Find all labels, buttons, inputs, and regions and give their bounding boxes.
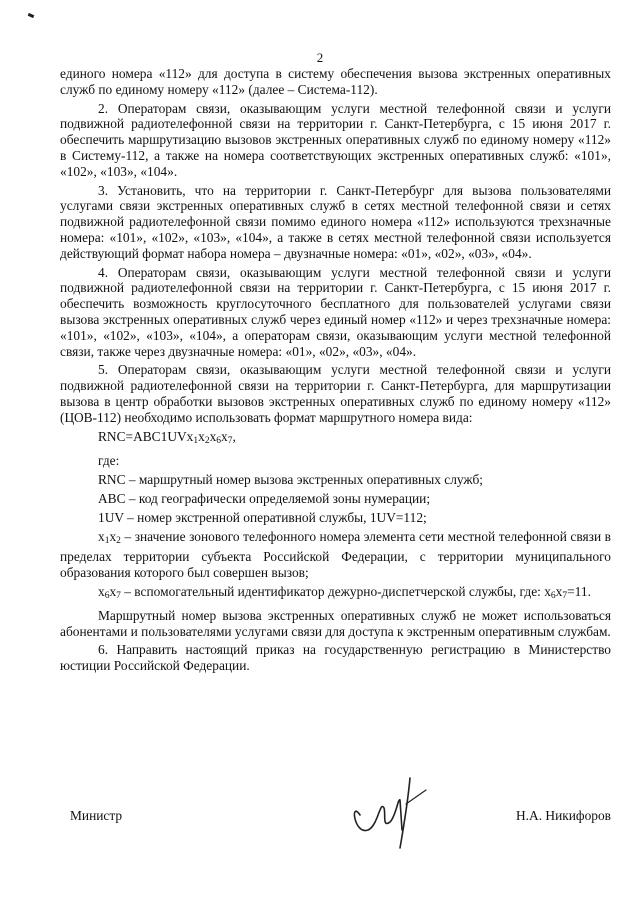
definition-x6x7: $x_6x_7$ – вспомогательный идентификатор дежурно-диспетчерской службы, где: $x_6x_7=11$. (98, 583, 591, 601)
paragraph-5: 5. Операторам связи, оказывающим услуги местной телефонной связи и услуги подвижной радиотелефонной связи на территории г. Санкт-Петербурга, для маршрутизации вызова в центр обработки вызовов экстренных оперативных служб по единому номеру «112» (ЦОВ-112) необходимо использовать формат маршрутного номера вида: (60, 362, 611, 425)
paragraph-routing-restriction: Маршрутный номер вызова экстренных оперативных служб не может использоваться абонентами и пользователями услугами связи для доступа к экстренным оперативным службам. (60, 607, 611, 639)
where-label: где: (98, 453, 120, 469)
definition-x1x2: $x_1x_2$ – значение зонового телефонного номера элемента сети местной телефонной связи в пределах территории субъекта Российской Федерации, с территории муниципального образования которого был совершен вызов; (60, 528, 611, 581)
page-number: 2 (316, 50, 324, 65)
routing-number-formula: $RNC=ABC1UVx_1x_2x_6x_7$, (98, 428, 236, 446)
paragraph-continuation: единого номера «112» для доступа в систему обеспечения вызова экстренных оперативных служб по единому номеру «112» (далее – Система-112). (60, 66, 611, 97)
paragraph-4: 4. Операторам связи, оказывающим услуги местной телефонной связи и услуги подвижной радиотелефонной связи на территории г. Санкт-Петербурга, с 15 июня 2017 г. обеспечить возможность круглосуточного бесплатного для пользователей услугами связи вызова экстренных оперативных служб через единый номер «112» и через трехзначные номера: «101», «102», «103», «104», а операторам связи, оказывающим услуги местной телефонной связи, также через двузначные номера: «01», «02», «03», «04». (60, 264, 611, 359)
formula-prefix: RNC=ABC1UVx (98, 428, 194, 444)
signatory-name: Н.А. Никифоров (516, 808, 611, 823)
definition-1uv: 1UV – номер экстренной оперативной службы, 1UV=112; (98, 509, 427, 525)
handwritten-signature (340, 770, 450, 850)
document-body (60, 66, 611, 677)
definition-x1x2-text: – значение зонового телефонного номера элемента сети местной телефонной связи в пределах территории субъекта Российской Федерации, с территории муниципального образования которого был совершен вызов; (60, 528, 611, 581)
definition-abc: ABC – код географически определяемой зоны нумерации; (98, 490, 431, 506)
paragraph-2: 2. Операторам связи, оказывающим услуги местной телефонной связи и услуги подвижной радиотелефонной связи на территории г. Санкт-Петербурга, с 15 июня 2017 г. обеспечить маршрутизацию вызовов экстренных оперативных служб по единому номеру «112» в Систему-112, а также на номера соответствующих экстренных оперативных служб: «101», «102», «103», «104». (60, 100, 611, 179)
scan-speck (28, 13, 35, 18)
signatory-title: Министр (70, 808, 123, 823)
definition-rnc: RNC – маршрутный номер вызова экстренных оперативных служб; (98, 472, 484, 488)
paragraph-6: 6. Направить настоящий приказ на государственную регистрацию в Министерство юстиции Российской Федерации. (60, 642, 611, 674)
paragraph-3: 3. Установить, что на территории г. Санкт-Петербург для вызова пользователями услугами связи экстренных оперативных служб в сетях местной телефонной связи и сетях подвижной радиотелефонной связи помимо единого номера «112» используются трехзначные номера: «101», «102», «103», «104», а также в сетях местной телефонной связи используется действующий формат набора номера – двузначные номера: «01», «02», «03», «04». (60, 182, 611, 261)
definition-x6x7-value: =11. (567, 583, 591, 599)
definition-x6x7-text: – вспомогательный идентификатор дежурно-диспетчерской службы, где: (124, 583, 541, 599)
